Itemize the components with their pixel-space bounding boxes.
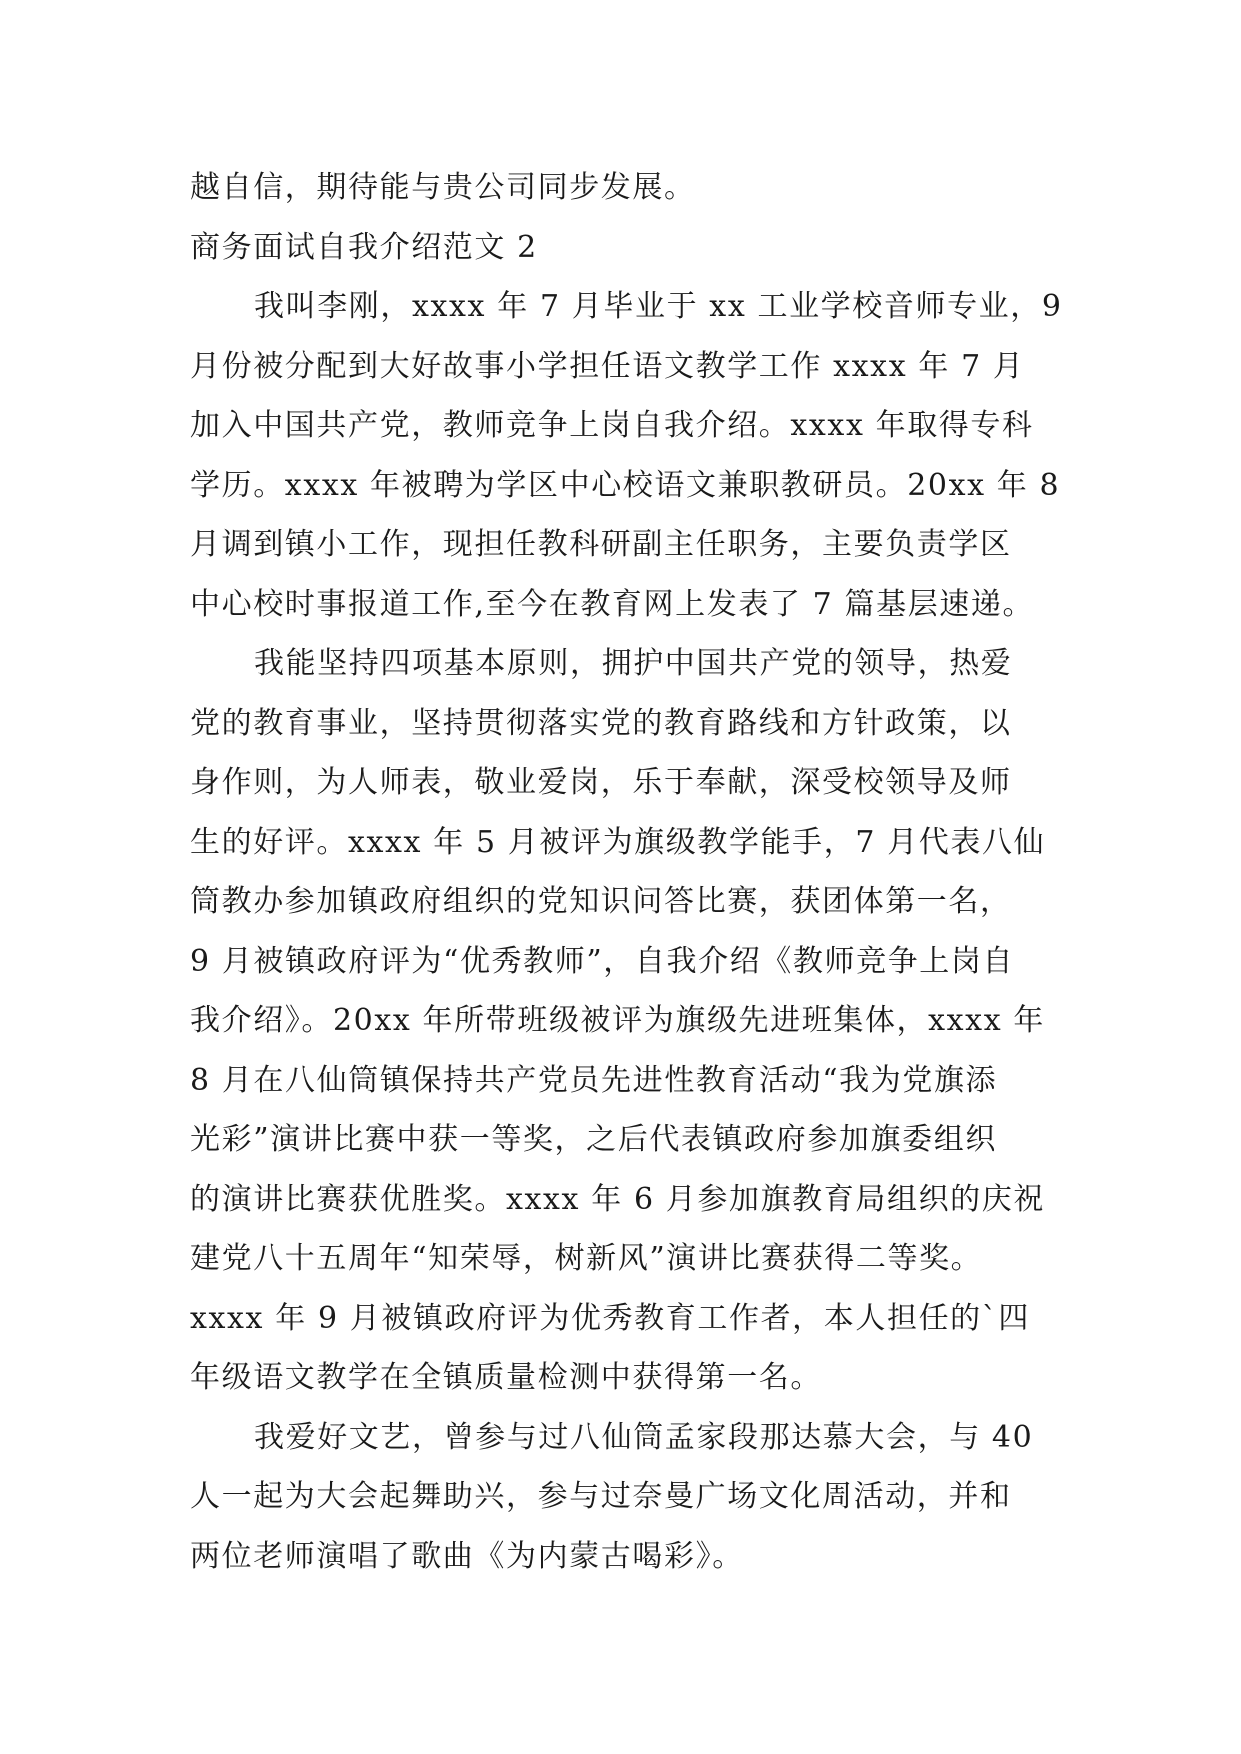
text-line: 人一起为大会起舞助兴，参与过奈曼广场文化周活动，并和 — [190, 1479, 1012, 1514]
text-line: 年级语文教学在全镇质量检测中获得第一名。 — [190, 1360, 822, 1395]
section-heading: 商务面试自我介绍范文 2 — [190, 229, 538, 265]
text-line: 月份被分配到大好故事小学担任语文教学工作 xxxx 年 7 月 — [190, 348, 1025, 384]
text-line: 中心校时事报道工作,至今在教育网上发表了 7 篇基层速递。 — [190, 586, 1035, 622]
text-line: xxxx 年 9 月被镇政府评为优秀教育工作者，本人担任的`四 — [190, 1300, 1030, 1336]
text-line: 党的教育事业，坚持贯彻落实党的教育路线和方针政策，以 — [190, 705, 1012, 741]
text-line: 建党八十五周年“知荣辱，树新风”演讲比赛获得二等奖。 — [190, 1241, 983, 1276]
document-body — [190, 158, 1063, 1586]
text-line: 加入中国共产党，教师竞争上岗自我介绍。xxxx 年取得专科 — [190, 408, 1034, 443]
text-line: 越自信，期待能与贵公司同步发展。 — [190, 170, 696, 205]
text-line: 身作则，为人师表，敬业爱岗，乐于奉献，深受校领导及师 — [190, 765, 1012, 800]
text-line: 筒教办参加镇政府组织的党知识问答比赛，获团体第一名， — [190, 884, 1012, 919]
paragraph-first-line: 我叫李刚，xxxx 年 7 月毕业于 xx 工业学校音师专业，9 — [254, 289, 1063, 324]
text-line: 生的好评。xxxx 年 5 月被评为旗级教学能手，7 月代表八仙 — [190, 824, 1046, 860]
text-line: 月调到镇小工作，现担任教科研副主任职务，主要负责学区 — [190, 527, 1012, 562]
text-line: 光彩”演讲比赛中获一等奖，之后代表镇政府参加旗委组织 — [190, 1122, 997, 1157]
text-line: 9 月被镇政府评为“优秀教师”，自我介绍《教师竞争上岗自 — [190, 943, 1015, 979]
paragraph-first-line: 我能坚持四项基本原则，拥护中国共产党的领导，热爱 — [254, 646, 1013, 681]
text-line: 我介绍》。20xx 年所带班级被评为旗级先进班集体，xxxx 年 — [190, 1003, 1045, 1038]
text-line: 两位老师演唱了歌曲《为内蒙古喝彩》。 — [190, 1538, 744, 1574]
text-line: 8 月在八仙筒镇保持共产党员先进性教育活动“我为党旗添 — [190, 1062, 998, 1098]
text-line: 的演讲比赛获优胜奖。xxxx 年 6 月参加旗教育局组织的庆祝 — [190, 1181, 1045, 1217]
text-line: 学历。xxxx 年被聘为学区中心校语文兼职教研员。20xx 年 8 — [190, 467, 1061, 503]
paragraph-first-line: 我爱好文艺，曾参与过八仙筒孟家段那达慕大会，与 40 — [254, 1419, 1034, 1455]
